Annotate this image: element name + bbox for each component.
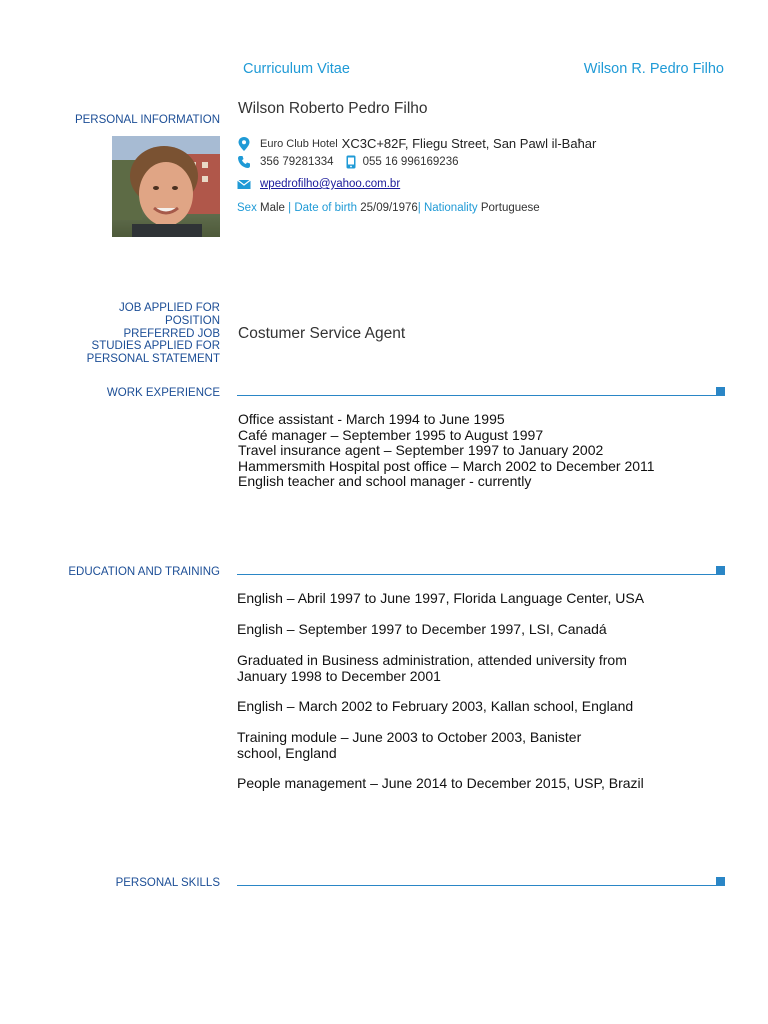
phone-number: 356 79281334 [260, 156, 334, 168]
nationality-value: Portuguese [480, 202, 540, 214]
personal-information-label: PERSONAL INFORMATION [74, 114, 220, 126]
sex-label: Sex [237, 202, 257, 214]
list-item: English teacher and school manager - currently [238, 473, 532, 489]
header-name: Wilson R. Pedro Filho [583, 61, 724, 77]
list-item: English – March 2002 to February 2003, Kallan school, England [237, 698, 634, 714]
mobile-number: 055 16 996169236 [362, 156, 459, 168]
work-experience-divider [237, 395, 716, 396]
list-item: English – Abril 1997 to June 1997, Florida Language Center, USA [237, 590, 645, 606]
work-experience-marker [716, 387, 725, 396]
personal-skills-divider [237, 885, 716, 886]
personal-details-line [237, 202, 540, 214]
preferred-job-label: PREFERRED JOB [123, 327, 220, 340]
email-icon [237, 177, 251, 191]
list-item: People management – June 2014 to December 2015, USP, Brazil [237, 775, 644, 791]
phone-row [237, 155, 459, 169]
date-of-birth-value: 25/09/1976 [360, 202, 418, 214]
education-marker [716, 566, 725, 575]
work-experience-list [238, 412, 655, 490]
location-pin-icon [237, 137, 251, 151]
list-item: Hammersmith Hospital post office – March 2002 to December 2011 [238, 457, 655, 474]
list-item: Café manager – September 1995 to August 1997 [238, 426, 544, 443]
list-item: Office assistant - March 1994 to June 1995 [238, 411, 505, 427]
personal-skills-label: PERSONAL SKILLS [115, 877, 220, 889]
job-applied-for-label: JOB APPLIED FOR [119, 302, 220, 314]
studies-applied-for-label: STUDIES APPLIED FOR [91, 340, 220, 353]
email-row [237, 177, 400, 191]
work-experience-label: WORK EXPERIENCE [106, 387, 220, 399]
mobile-phone-icon [345, 155, 359, 169]
job-labels [87, 302, 220, 366]
job-title: Costumer Service Agent [238, 325, 406, 342]
nationality-label: | Nationality [417, 202, 478, 214]
personal-skills-marker [716, 877, 725, 886]
list-item: English – September 1997 to December 1997, LSI, Canadá [237, 621, 607, 637]
position-label: POSITION [165, 314, 220, 327]
address-row [237, 136, 596, 151]
full-name: Wilson Roberto Pedro Filho [238, 100, 428, 117]
education-divider [237, 574, 716, 575]
document-title: Curriculum Vitae [243, 61, 350, 77]
list-item: Training module – June 2003 to October 2003, Banister school, England [237, 729, 582, 761]
date-of-birth-label: | Date of birth [288, 202, 357, 214]
sex-value: Male [260, 202, 285, 214]
personal-statement-label: PERSONAL STATEMENT [86, 353, 220, 366]
address-text: XC3C+82F, Fliegu Street, San Pawl il-Baħar [341, 136, 597, 151]
email-link[interactable]: wpedrofilho@yahoo.com.br [260, 178, 401, 190]
list-item: Travel insurance agent – September 1997 to January 2002 [238, 442, 604, 458]
phone-icon [237, 155, 251, 169]
address-prefix: Euro Club Hotel [260, 137, 338, 150]
list-item: Graduated in Business administration, attended university from January 1998 to December 2001 [237, 652, 627, 684]
profile-photo [112, 136, 220, 237]
education-training-label: EDUCATION AND TRAINING [68, 566, 220, 578]
